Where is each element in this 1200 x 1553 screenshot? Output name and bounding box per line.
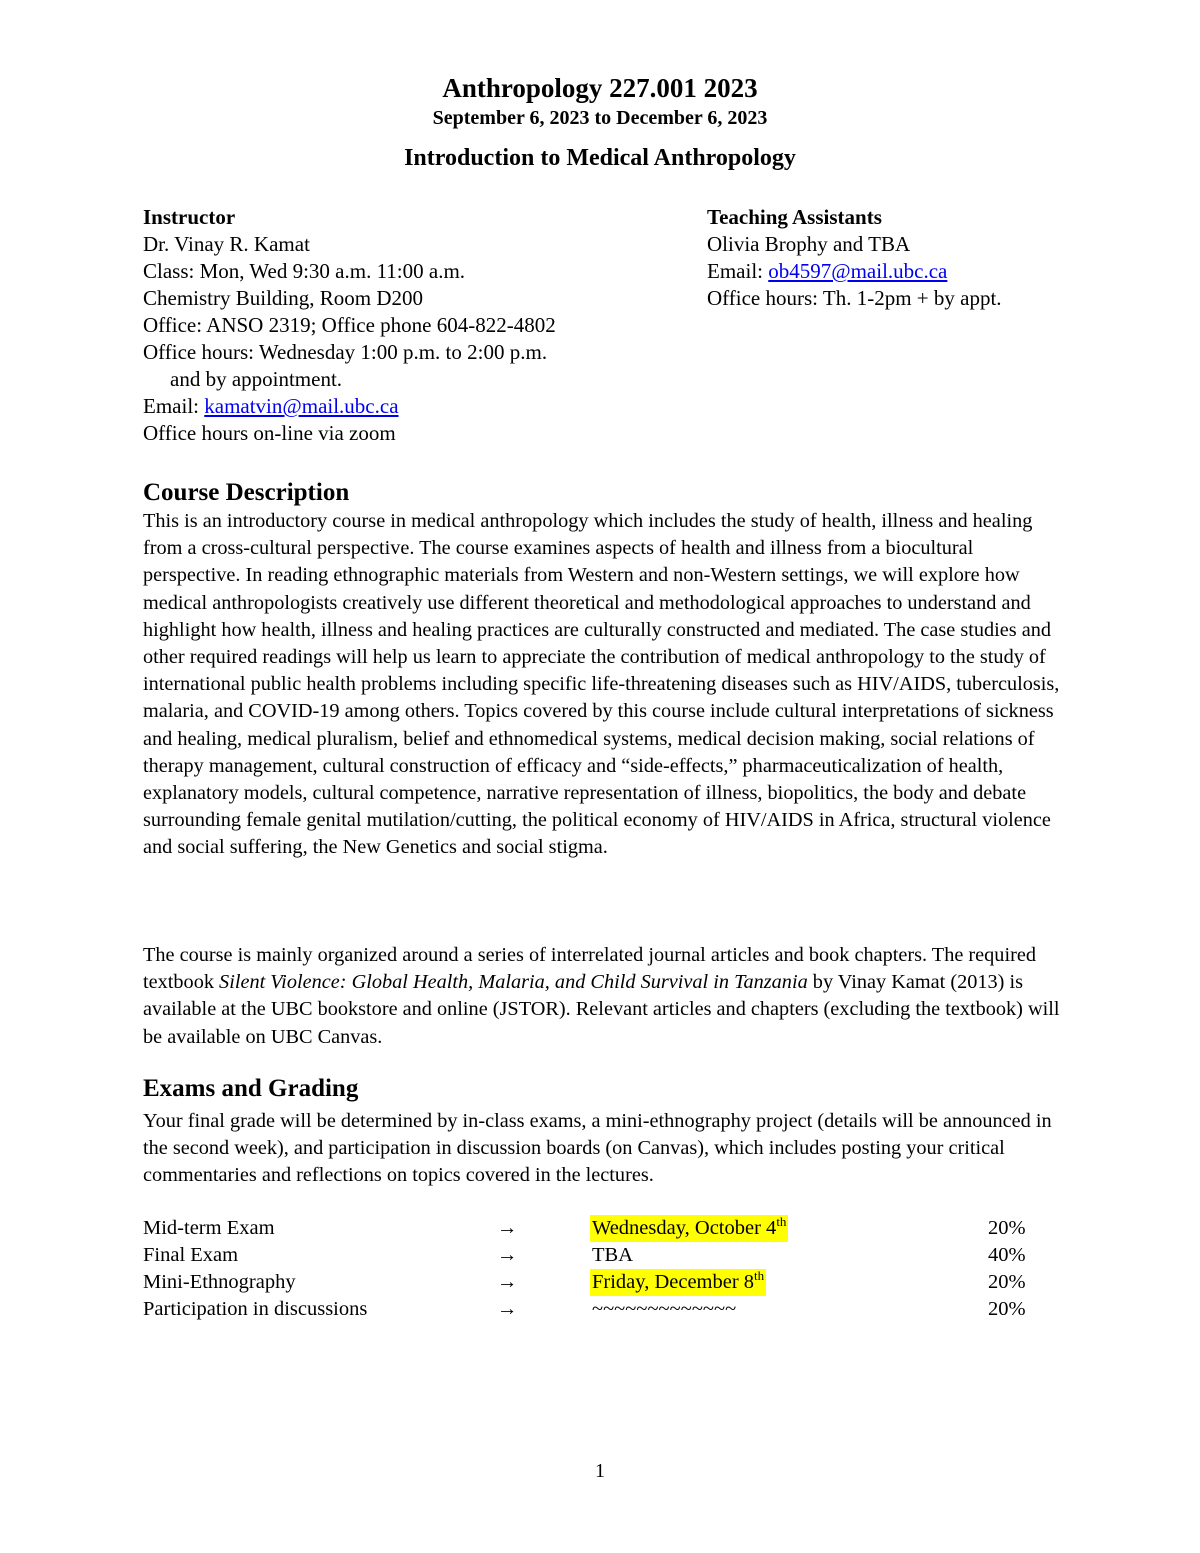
course-dates: September 6, 2023 to December 6, 2023 [432,107,768,129]
instructor-heading: Instructor [143,205,236,229]
course-materials-paragraph [143,942,1068,1051]
grade-item-date: TBA [592,1244,633,1266]
grade-item-weight: 40% [988,1244,1026,1266]
grade-item-weight: 20% [988,1271,1026,1293]
exams-grading-heading: Exams and Grading [143,1075,359,1102]
grade-item-name: Mid-term Exam [143,1217,275,1239]
grade-item-name: Mini-Ethnography [143,1271,296,1293]
arrow-icon: → [497,1298,518,1320]
ta-block [707,204,1127,312]
materials-text-a: The course is mainly organized around a series of interrelated journal articles and book chapters. The required textbook [143,944,1036,994]
grade-item-date: ~~~~~~~~~~~~~ [592,1298,737,1320]
course-description-heading: Course Description [143,479,350,506]
instructor-email-line [143,393,663,420]
class-location: Chemistry Building, Room D200 [143,286,424,310]
instructor-email-link[interactable]: kamatvin@mail.ubc.ca [204,394,399,418]
instructor-name: Dr. Vinay R. Kamat [143,232,310,256]
arrow-icon: → [497,1271,518,1293]
grade-item-name: Participation in discussions [143,1298,368,1320]
grading-intro-paragraph: Your final grade will be determined by in-class exams, a mini-ethnography project (details will be announced in the second week), and participation in discussion boards (on Canvas), which includes posting your critical commentaries and reflections on topics covered in the lectures. [143,1110,1052,1187]
materials-text-b: by Vinay Kamat (2013) is available at the UBC bookstore and online (JSTOR). Relevant articles and chapters (excluding the textbook) will be available on UBC Canvas. [143,971,1060,1048]
class-time: Class: Mon, Wed 9:30 a.m. 11:00 a.m. [143,259,466,283]
grade-item-weight: 20% [988,1217,1026,1239]
ta-heading: Teaching Assistants [707,205,882,229]
arrow-icon: → [497,1244,518,1266]
date-text: Friday, December 8 [592,1271,755,1293]
grade-item-weight: 20% [988,1298,1026,1320]
grade-row [143,1296,1043,1323]
textbook-title: Silent Violence: Global Health, Malaria, and Child Survival in Tanzania [219,971,808,994]
instructor-office: Office: ANSO 2319; Office phone 604-822-4802 [143,313,556,337]
instructor-online-hours: Office hours on-line via zoom [143,421,396,445]
ta-names: Olivia Brophy and TBA [707,232,911,256]
date-text: Wednesday, October 4 [592,1217,777,1239]
grade-row [143,1269,1043,1296]
instructor-block [143,204,663,447]
grade-row [143,1242,1043,1269]
arrow-icon: → [497,1217,518,1239]
ta-office-hours: Office hours: Th. 1-2pm + by appt. [707,286,1002,310]
instructor-office-hours: Office hours: Wednesday 1:00 p.m. to 2:00 p.m. [143,340,548,364]
ta-email-label: Email: [707,259,769,283]
instructor-office-hours-cont: and by appointment. [170,367,343,391]
page-number: 1 [595,1460,605,1482]
date-suffix: th [754,1268,765,1283]
grade-row [143,1215,1043,1242]
course-title: Introduction to Medical Anthropology [404,145,796,171]
grade-item-name: Final Exam [143,1244,239,1266]
course-code-heading: Anthropology 227.001 2023 [442,73,758,103]
grade-item-date [590,1215,788,1242]
grade-item-date [590,1269,766,1296]
date-suffix: th [776,1214,787,1229]
instructor-email-label: Email: [143,394,205,418]
ta-email-line [707,258,1127,285]
ta-email-link[interactable]: ob4597@mail.ubc.ca [768,259,948,283]
course-description-paragraph: This is an introductory course in medical anthropology which includes the study of health, illness and healing from a cross-cultural perspective. The course examines aspects of health and illness from a biocultural perspective. In reading ethnographic materials from Western and non-Western settings, we will explore how medical anthropologists creatively use different theoretical and methodological approaches to understand and highlight how health, illness and healing practices are culturally constructed and mediated. The case studies and other required readings will help us learn to appreciate the contribution of medical anthropology to the study of international public health problems including specific life-threatening diseases such as HIV/AIDS, tuberculosis, malaria, and COVID-19 among others. Topics covered by this course include cultural interpretations of sickness and healing, medical pluralism, belief and ethnomedical systems, medical decision making, social relations of therapy management, cultural construction of efficacy and “side-effects,” pharmaceuticalization of health, explanatory models, cultural competence, narrative representation of illness, biopolitics, the body and debate surrounding female genital mutilation/cutting, the political economy of HIV/AIDS in Africa, structural violence and social suffering, the New Genetics and social stigma. [143,510,1060,859]
